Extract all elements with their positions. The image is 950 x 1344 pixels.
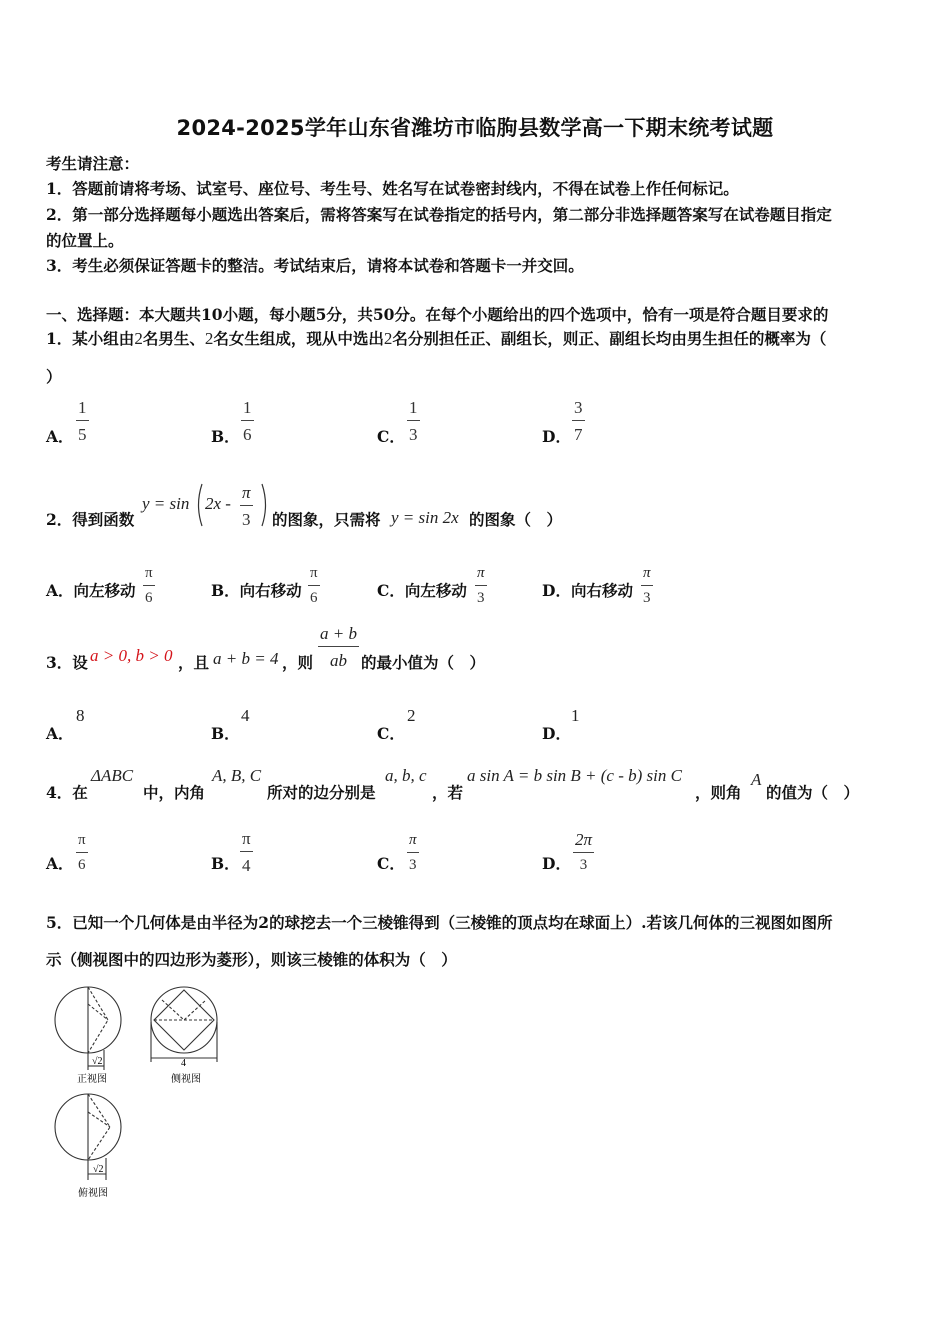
option-label: C．向左移动 <box>377 581 467 600</box>
question-4: 4．在 <box>46 783 88 802</box>
option-fraction: 1 6 <box>243 398 252 444</box>
option-label: A． <box>46 724 74 743</box>
option-label: C． <box>377 427 405 446</box>
question-4-text: ，若 <box>432 783 464 802</box>
option-fraction: 1 3 <box>409 398 418 444</box>
option-fraction: π 4 <box>242 829 251 875</box>
formula: A <box>751 770 762 789</box>
question-number: 2． <box>46 510 73 529</box>
question-4-text: 中，内角 <box>143 783 206 802</box>
option-value: 4 <box>241 706 250 725</box>
option-fraction: π 3 <box>409 832 417 873</box>
question-number: 3． <box>46 653 73 672</box>
question-5-cont: 示（侧视图中的四边形为菱形），则该三棱锥的体积为（ ） <box>46 950 457 969</box>
option-fraction: 1 5 <box>78 398 87 444</box>
option-value: 2 <box>407 706 416 725</box>
option-label: B．向右移动 <box>211 581 302 600</box>
section-heading: 一、选择题：本大题共10小题，每小题5分，共50分。在每个小题给出的四个选项中，恰有一项是符合题目要求的 <box>46 305 829 324</box>
four-label: 4 <box>181 1058 186 1069</box>
formula-condition: a > 0, b > 0 <box>90 646 173 665</box>
option-label: D． <box>542 724 571 743</box>
question-5: 5．已知一个几何体是由半径为2的球挖去一个三棱锥得到（三棱锥的顶点均在球面上）.若该几何体的三视图如图所 <box>46 913 833 932</box>
side-view-label: 侧视图 <box>171 1074 201 1085</box>
question-number: 1． <box>46 329 73 348</box>
option-label: B． <box>211 724 240 743</box>
question-2: 2．得到函数 <box>46 510 135 529</box>
formula: y = sin 2x <box>391 508 459 527</box>
option-fraction: 3 7 <box>574 398 583 444</box>
page-title: 2024-2025学年山东省潍坊市临朐县数学高一下期末统考试题 <box>176 116 774 140</box>
option-label: A． <box>46 854 74 873</box>
question-1-close: ） <box>46 367 62 386</box>
option-fraction: π 6 <box>78 832 86 873</box>
formula: ΔABC <box>91 766 134 785</box>
top-view-label: 俯视图 <box>78 1188 108 1199</box>
option-label: A． <box>46 427 74 446</box>
notice-item: 3．考生必须保证答题卡的整洁。考试结束后，请将本试卷和答题卡一并交回。 <box>46 256 584 275</box>
option-value: 1 <box>571 706 580 725</box>
question-2-text: 的图象（ ） <box>469 510 563 529</box>
option-fraction: 2π 3 <box>575 830 593 873</box>
question-number: 4． <box>46 783 73 802</box>
question-3-text: ，且 <box>178 653 210 672</box>
question-3: 3．设 <box>46 653 88 672</box>
front-view-label: 正视图 <box>77 1074 107 1085</box>
option-label: D． <box>542 854 571 873</box>
question-4-text: 的值为（ ） <box>766 783 860 802</box>
sqrt2-label: √2 <box>93 1164 104 1175</box>
question-1: 1．某小组由2名男生、2名女生组成，现从中选出2名分别担任正、副组长，则正、副组长均由男生担任的概率为（ <box>46 329 827 348</box>
notice-heading: 考生请注意： <box>46 154 140 173</box>
notice-item: 2．第一部分选择题每小题选出答案后，需将答案写在试卷指定的括号内，第二部分非选择题答案写在试卷题目指定 <box>46 205 832 224</box>
question-3-text: ，则 <box>282 653 314 672</box>
sqrt2-label: √2 <box>92 1056 103 1067</box>
formula: a + b = 4 <box>213 649 279 668</box>
option-label: D． <box>542 427 571 446</box>
option-fraction: π 6 <box>310 565 318 606</box>
formula: a sin A = b sin B + (c - b) sin C <box>467 766 682 785</box>
option-label: A．向左移动 <box>46 581 136 600</box>
formula-arg: 2x - <box>205 494 231 513</box>
option-fraction: π 3 <box>477 565 485 606</box>
question-3-text: 的最小值为（ ） <box>361 653 486 672</box>
option-label: C． <box>377 854 405 873</box>
formula: a, b, c <box>385 766 427 785</box>
formula-fraction: π 3 <box>242 483 251 529</box>
option-fraction: π 6 <box>145 565 153 606</box>
formula: A, B, C <box>212 766 262 785</box>
question-4-text: ，则角 <box>695 783 742 802</box>
option-label: C． <box>377 724 405 743</box>
notice-item: 1．答题前请将考场、试室号、座位号、考生号、姓名写在试卷密封线内，不得在试卷上作任何标记。 <box>46 179 739 198</box>
front-view <box>55 987 121 1070</box>
option-value: 8 <box>76 706 85 725</box>
top-view <box>55 1094 121 1180</box>
option-fraction: π 3 <box>643 565 651 606</box>
question-4-text: 所对的边分别是 <box>267 783 376 802</box>
option-label: B． <box>211 427 240 446</box>
notice-item: 的位置上。 <box>46 231 124 250</box>
question-2-text: 的图象，只需将 <box>272 510 381 529</box>
side-view <box>151 987 217 1062</box>
option-label: B． <box>211 854 240 873</box>
option-label: D．向右移动 <box>542 581 633 600</box>
three-view-figure <box>48 982 228 1204</box>
formula-fraction: a + b ab <box>320 624 357 670</box>
formula: y = sin <box>142 494 190 513</box>
